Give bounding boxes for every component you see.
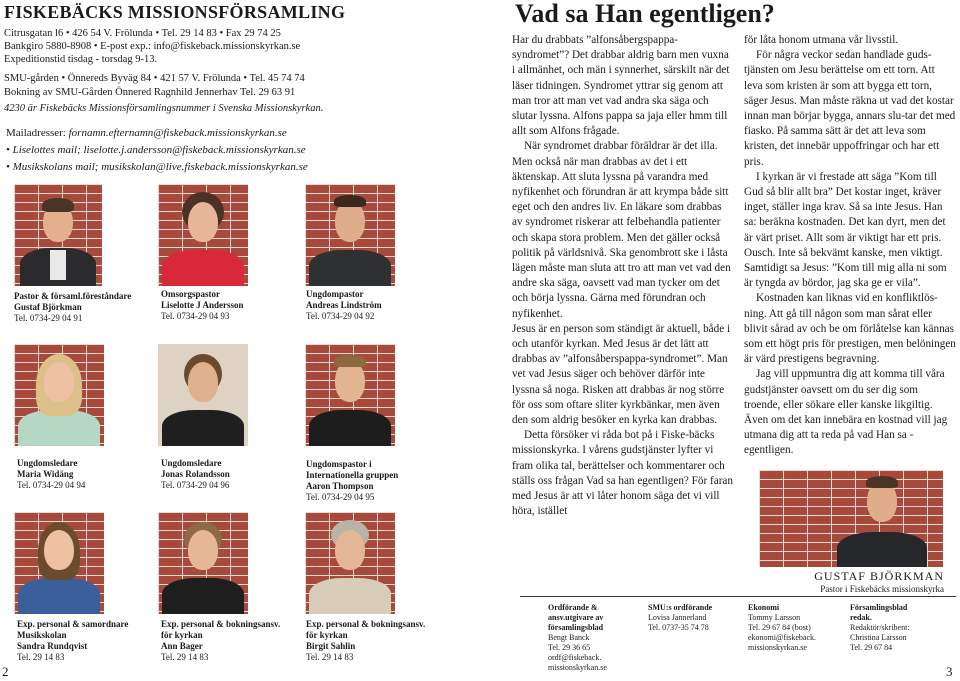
staff-role: Omsorgspastor <box>161 289 220 299</box>
board-label: SMU:s ordförande <box>648 603 713 612</box>
staff-caption <box>14 291 154 324</box>
board-economy <box>748 603 848 653</box>
board-smu-chair <box>648 603 748 633</box>
board-line: missionskyrkan.se <box>748 643 807 652</box>
staff-phone: Tel. 0734-29 04 92 <box>306 311 375 321</box>
board-line: Tel. 0737-35 74 78 <box>648 623 709 632</box>
article-paragraph: När syndromet drabbar föräldrar är det illa. Men också när man drabbas av det i ett äktenskap. Att sluta lyssna på varandra med nyfikenhet och förundran är att krympa både sitt eget och den andres liv. En läkare som drabbas av syndromet riskerar att felbehandla patienter och skapa stora problem. Men det gäller också politik på världsnivå. Ska genombrott ske i låsta lägen måste man sluta att tro att man vet vad den andre ska säga, oavsett vad man tycker om det och börja lyssna. Gärna med förundran och nyfikenhet. <box>512 140 731 320</box>
article-title: Vad sa Han egentligen? <box>515 0 775 28</box>
board-contacts <box>520 596 956 679</box>
photo-maria-widang <box>14 344 104 446</box>
staff-caption <box>161 619 291 663</box>
liselotte-mail-line: • Liselottes mail; liselotte.j.andersson@fiskeback.missionskyrkan.se <box>6 144 306 156</box>
staff-caption <box>306 619 436 663</box>
staff-name: Jonas Rolandsson <box>161 469 230 479</box>
article-paragraph: Detta försöker vi råda bot på i Fiske-bäcks missionskyrka. I vårens gudstjänster lyfter vi fram olika tal, berättelser och kommentarer och ställs oss frågan Vad sa han egentligen? För faran med Jesus är att vi låter honom säga det vi vill höra, istället <box>512 429 733 518</box>
staff-caption <box>17 619 157 663</box>
board-line: Tel. 29 67 84 <box>850 643 893 652</box>
board-label: Ekonomi <box>748 603 780 612</box>
photo-andreas-lindstrom <box>305 184 395 286</box>
smu-address-line: SMU-gården • Önnereds Byväg 84 • 421 57 V. Frölunda • Tel. 45 74 74 <box>4 73 305 84</box>
bankgiro-line: Bankgiro 5880-8908 • E-post exp.: info@fiskeback.missionskyrkan.se <box>4 41 301 52</box>
staff-name: Maria Widäng <box>17 469 74 479</box>
board-newsletter-editor <box>850 603 930 653</box>
article-paragraph: Kostnaden kan liknas vid en konfliktlös-ning. Att gå till någon som man sårat eller blivit sårad av och be om förlåtelse kan kännas som ett högt pris för prestigen, men belöningen är värd prestigens begravning. <box>744 292 956 366</box>
photo-birgit-sahlin <box>305 512 395 614</box>
staff-role: Exp. personal & samordnare Musikskolan <box>17 619 129 640</box>
church-name: FISKEBÄCKS MISSIONSFÖRSAMLING <box>4 2 346 22</box>
page-number-left: 2 <box>2 664 9 679</box>
staff-caption <box>161 289 301 322</box>
board-line: Redaktör/skribent: <box>850 623 910 632</box>
staff-role: Exp. personal & bokningsansv. för kyrkan <box>161 619 281 640</box>
photo-sandra-rundqvist <box>14 512 104 614</box>
board-line: Bengt Banck <box>548 633 590 642</box>
photo-aaron-thompson <box>305 344 395 446</box>
photo-gustaf-bjorkman <box>14 184 102 286</box>
staff-phone: Tel. 0734-29 04 96 <box>161 480 230 490</box>
staff-phone: Tel. 0734-29 04 95 <box>306 492 375 502</box>
church-number-line: 4230 är Fiskebäcks Missionsförsamlingsnummer i Svenska Missionskyrkan. <box>4 103 324 114</box>
photo-liselotte-andersson <box>158 184 248 286</box>
board-line: Tommy Larsson <box>748 613 801 622</box>
smu-booking-line: Bokning av SMU-Gården Önnered Ragnhild Jennerhav Tel. 29 63 91 <box>4 87 296 98</box>
page-number-right: 3 <box>946 664 953 679</box>
staff-caption <box>161 458 301 491</box>
staff-caption <box>306 459 426 503</box>
staff-name: Birgit Sahlin <box>306 641 356 651</box>
article-column-2 <box>744 33 956 459</box>
board-line: Tel. 29 36 65 <box>548 643 591 652</box>
article-paragraph: Har du drabbats ”alfonsåbergspappa-syndromet”? Det drabbar aldrig barn men vuxna i allmänhet, och män i synnerhet, särskilt när det läser tidningen. Syndromet yttrar sig genom att man tror att man vet vad andra ska säga och slutar lyssna. Alfons pappa sa jaja eller hmm till allt som Alfons frågade. <box>512 34 730 138</box>
staff-name: Gustaf Björkman <box>14 302 82 312</box>
staff-role: Ungdomsledare <box>161 458 222 468</box>
article-paragraph: för låta honom utmana vår livsstil. <box>744 34 899 46</box>
music-school-mail-line: • Musikskolans mail; musikskolan@live.fiskeback.missionskyrkan.se <box>6 161 308 173</box>
article-column-1 <box>512 33 734 520</box>
author-name: GUSTAF BJÖRKMAN <box>814 569 944 583</box>
board-line: missionskyrkan.se <box>548 663 607 672</box>
staff-caption <box>17 458 157 491</box>
mail-line <box>6 126 287 140</box>
staff-name: Sandra Rundqvist <box>17 641 88 651</box>
staff-role: Ungdompastor <box>306 289 364 299</box>
board-label: Ordförande & ansv.utgivare av församlingsblad <box>548 603 604 632</box>
mail-label: Mailadresser: <box>6 127 66 139</box>
mail-pattern: fornamn.efternamn@fiskeback.missionskyrkan.se <box>68 127 287 139</box>
photo-jonas-rolandsson <box>158 344 248 446</box>
staff-phone: Tel. 29 14 83 <box>161 652 209 662</box>
staff-role: Ungdomsledare <box>17 458 78 468</box>
staff-name: Aaron Thompson <box>306 481 374 491</box>
staff-phone: Tel. 29 14 83 <box>17 652 65 662</box>
staff-name: Liselotte J Andersson <box>161 300 244 310</box>
staff-caption <box>306 289 446 322</box>
author-title: Pastor i Fiskebäcks missionskyrka <box>820 584 944 594</box>
address-line: Citrusgatan l6 • 426 54 V. Frölunda • Tel. 29 14 83 • Fax 29 74 25 <box>4 28 281 39</box>
article-paragraph: I kyrkan är vi frestade att säga ”Kom till Gud så blir allt bra” Det kostar inget, kräver inget, ställer inga krav. Så sa inte Jesus. Han sa: beräkna kostnaden. Det kan dyrt, men det är värt priset. Allt som är viktigt har ett pris. Ousch. Inte så bekvämt kanske, men viktigt. Samtidigt sa Jesus: ”Kom till mig alla ni som är tyngda av bördor, jag ska ge er vila”. <box>744 170 947 290</box>
office-hours-line: Expeditionstid tisdag - torsdag 9-13. <box>4 54 158 65</box>
staff-name: Andreas Lindström <box>306 300 382 310</box>
photo-ann-bager <box>158 512 248 614</box>
staff-phone: Tel. 0734-29 04 91 <box>14 313 83 323</box>
board-line: Christina Larsson <box>850 633 907 642</box>
board-line: ordf@fiskeback. <box>548 653 602 662</box>
board-line: Lovisa Jannerland <box>648 613 707 622</box>
staff-role: Exp. personal & bokningsansv. för kyrkan <box>306 619 426 640</box>
board-chair <box>548 603 644 673</box>
photo-author <box>759 470 943 567</box>
staff-role: Ungdomspastor i Internationella gruppen <box>306 459 399 480</box>
staff-role: Pastor & församl.föreståndare <box>14 291 132 301</box>
staff-name: Ann Bager <box>161 641 203 651</box>
article-paragraph: Jesus är en person som ständigt är aktuell, både i och utanför kyrkan. Med Jesus är det lätt att drabbas av ”alfonsåberspappa-syndromet”. Man vet vad Jesus säger och behöver därför inte lyssna så noga. Risken att drabbas är nog större för oss som oftare sliter kyrkbänkar, men även den som aldrig besöker en kyrka kan drabbas. <box>512 322 731 427</box>
board-label: Församlingsblad redak. <box>850 603 908 622</box>
staff-phone: Tel. 0734-29 04 93 <box>161 311 230 321</box>
board-line: ekonomi@fiskeback. <box>748 633 817 642</box>
article-paragraph: För några veckor sedan handlade guds-tjänsten om Jesu berättelse om ett torn. Att leva som kristen är som att bygga ett torn, säger Jesus. Man måste räkna ut vad det kostar innan man börjar bygga, annars slu-tar det med fiasko. På samma sätt är det att leva som kristen, det innebär uppoffringar och har ett pris. <box>744 49 956 168</box>
article-paragraph: Jag vill uppmuntra dig att komma till våra gudstjänster oavsett om du ser dig som troende, eller sökare eller kanske likgiltig. Även om det kan innebära en kostnad vill jag utmana dig att ta reda på vad Han sa - egentligen. <box>744 368 948 457</box>
staff-phone: Tel. 0734-29 04 94 <box>17 480 86 490</box>
staff-phone: Tel. 29 14 83 <box>306 652 354 662</box>
board-line: Tel. 29 67 84 (bost) <box>748 623 811 632</box>
